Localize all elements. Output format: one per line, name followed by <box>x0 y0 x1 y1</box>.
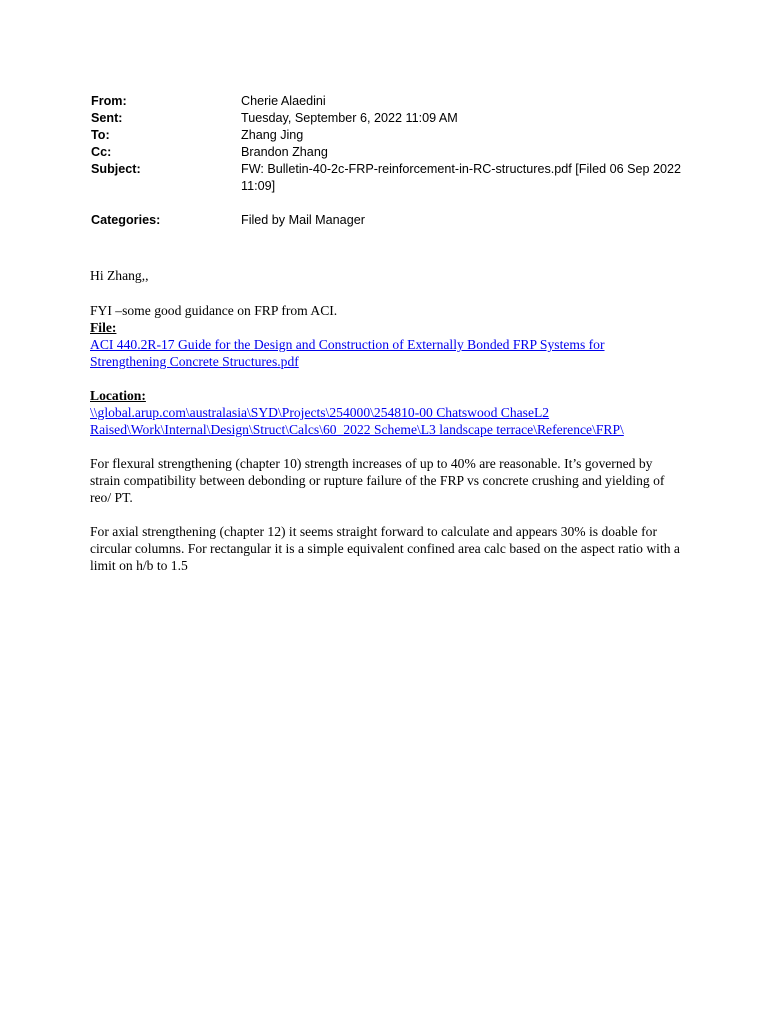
email-body <box>90 267 690 574</box>
from-label: From: <box>91 94 127 108</box>
fyi-line: FYI –some good guidance on FRP from ACI. <box>90 303 338 318</box>
to-row <box>91 127 691 144</box>
email-header <box>91 93 691 229</box>
categories-label: Categories: <box>91 213 161 227</box>
greeting: Hi Zhang,, <box>90 268 149 283</box>
categories-value: Filed by Mail Manager <box>241 213 365 227</box>
flexural-paragraph: For flexural strengthening (chapter 10) strength increases of up to 40% are reasonable. It’s governed by strain compatibility between debonding or rupture failure of the FRP vs concrete crushing and yielding of reo/ PT. <box>90 456 665 505</box>
sent-value: Tuesday, September 6, 2022 11:09 AM <box>241 111 458 125</box>
subject-label: Subject: <box>91 162 141 176</box>
from-row <box>91 93 691 110</box>
categories-row <box>91 212 691 229</box>
subject-row <box>91 161 691 195</box>
sent-row <box>91 110 691 127</box>
cc-row <box>91 144 691 161</box>
subject-value: FW: Bulletin-40-2c-FRP-reinforcement-in-RC-structures.pdf [Filed 06 Sep 2022 11:09] <box>241 162 682 193</box>
to-value: Zhang Jing <box>241 128 304 142</box>
location-link[interactable]: \\global.arup.com\australasia\SYD\Projects\254000\254810-00 Chatswood ChaseL2 Raised\Work\Internal\Design\Struct\Calcs\60_2022 Scheme\L3 landscape terrace\Reference\FRP\ <box>90 405 624 437</box>
sent-label: Sent: <box>91 111 123 125</box>
location-label: Location: <box>90 388 146 403</box>
to-label: To: <box>91 128 110 142</box>
cc-value: Brandon Zhang <box>241 145 328 159</box>
cc-label: Cc: <box>91 145 112 159</box>
file-link[interactable]: ACI 440.2R-17 Guide for the Design and Construction of Externally Bonded FRP Systems for Strengthening Concrete Structures.pdf <box>90 337 605 369</box>
axial-paragraph: For axial strengthening (chapter 12) it seems straight forward to calculate and appears 30% is doable for circular columns. For rectangular it is a simple equivalent confined area calc based on the aspect ratio with a limit on h/b to 1.5 <box>90 524 680 573</box>
file-label: File: <box>90 320 117 335</box>
from-value: Cherie Alaedini <box>241 94 326 108</box>
